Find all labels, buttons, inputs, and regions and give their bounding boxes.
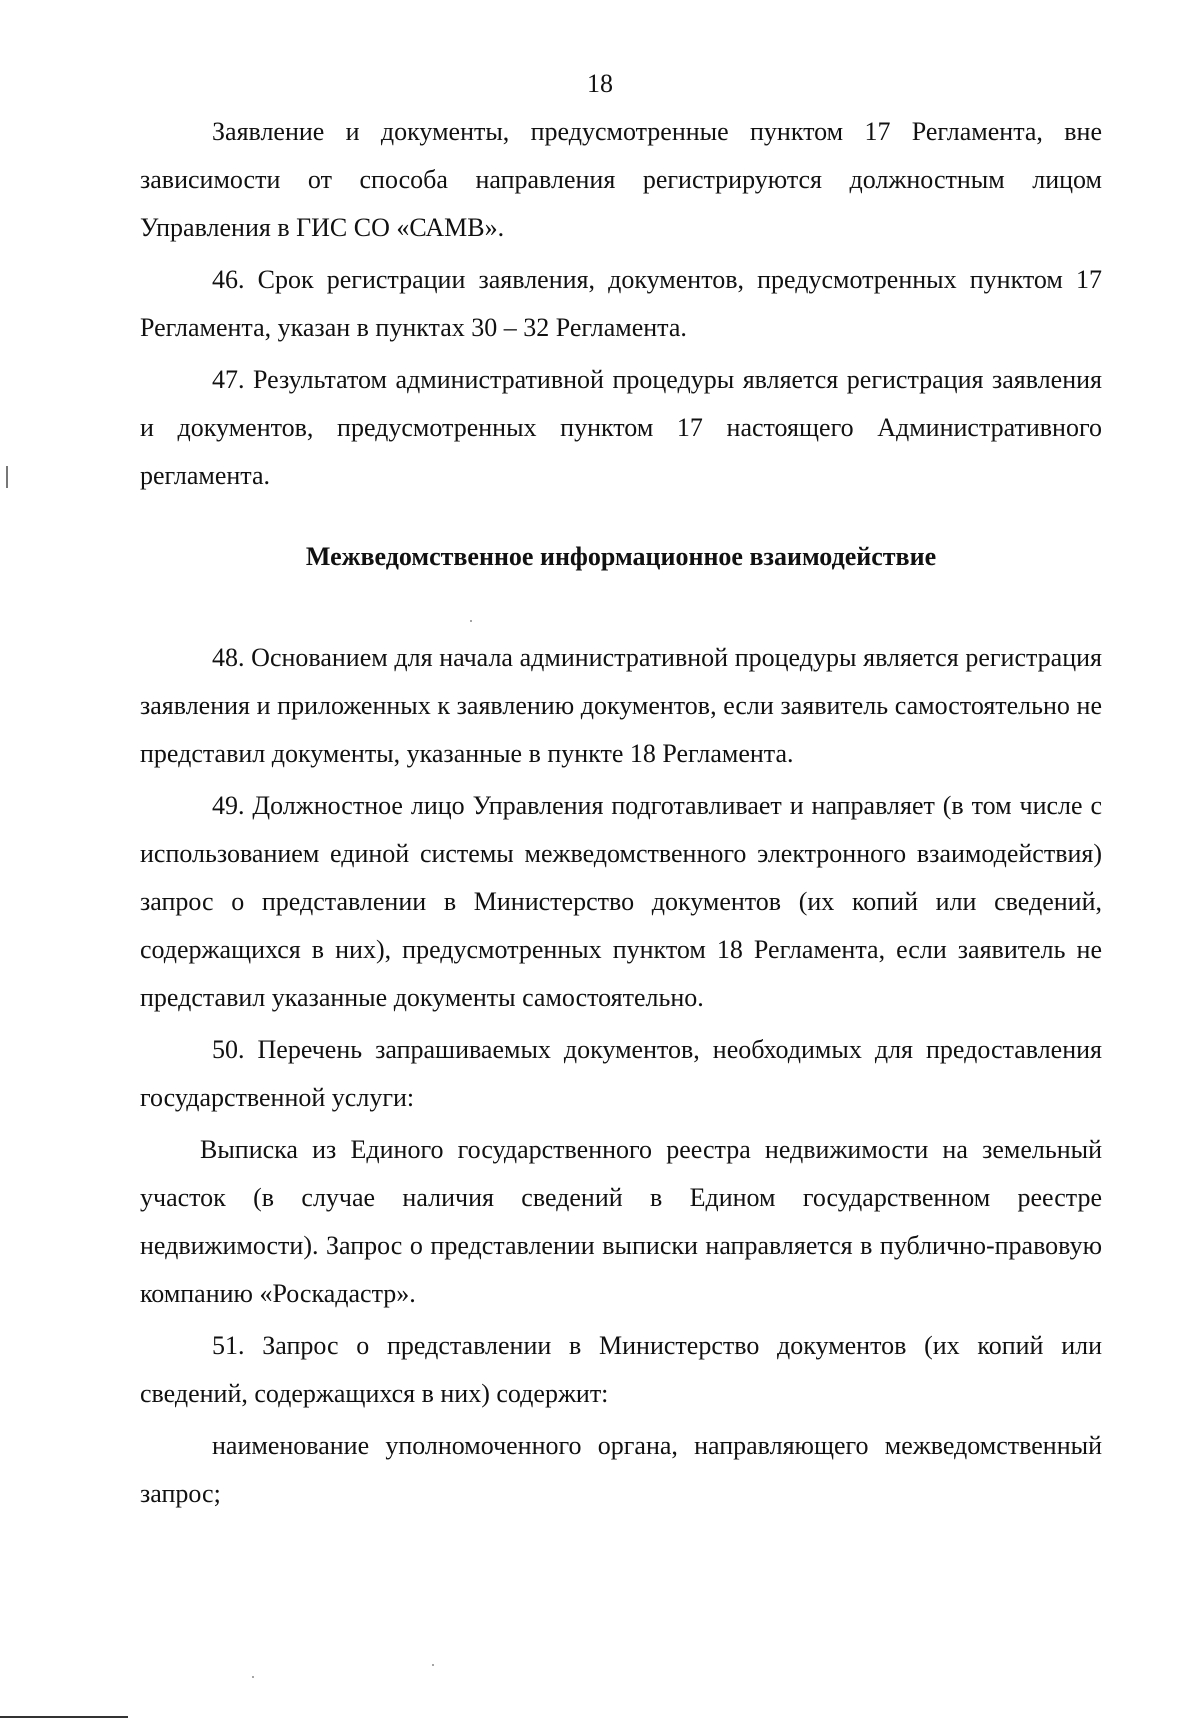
scan-margin-mark — [6, 466, 8, 488]
scan-bottom-rule — [0, 1716, 128, 1718]
section-heading: Межведомственное информационное взаимодействие — [305, 542, 937, 571]
paragraph-49: 49. Должностное лицо Управления подготавливает и направляет (в том числе с использованием единой системы межведомственного электронного взаимодействия) запрос о представлении в Министерство документов (их копий или сведений, содержащихся в них), предусмотренных пунктом 18 Регламента, если заявитель не представил указанные документы самостоятельно. — [140, 791, 1102, 1012]
paragraph-47: 47. Результатом административной процедуры является регистрация заявления и документов, предусмотренных пунктом 17 настоящего Административного регламента. — [140, 365, 1102, 490]
paragraph-50: 50. Перечень запрашиваемых документов, необходимых для предоставления государственной услуги: — [140, 1035, 1102, 1112]
scan-speck — [470, 620, 472, 622]
paragraph-51: 51. Запрос о представлении в Министерство документов (их копий или сведений, содержащихся в них) содержит: — [140, 1331, 1102, 1408]
paragraph-authority-name: наименование уполномоченного органа, направляющего межведомственный запрос; — [140, 1431, 1102, 1508]
paragraph-48: 48. Основанием для начала административной процедуры является регистрация заявления и приложенных к заявлению документов, если заявитель самостоятельно не представил документы, указанные в пункте 18 Регламента. — [140, 643, 1102, 768]
paragraph-46: 46. Срок регистрации заявления, документов, предусмотренных пунктом 17 Регламента, указан в пунктах 30 – 32 Регламента. — [140, 265, 1102, 342]
paragraph-registration: Заявление и документы, предусмотренные пунктом 17 Регламента, вне зависимости от способа направления регистрируются должностным лицом Управления в ГИС СО «САМВ». — [140, 117, 1102, 242]
scan-speck — [252, 1676, 254, 1678]
text-block-top — [140, 108, 1102, 504]
page-number: 18 — [587, 69, 613, 98]
scan-speck — [432, 1664, 434, 1666]
text-block-bottom — [140, 634, 1102, 1522]
paragraph-extract: Выписка из Единого государственного реестра недвижимости на земельный участок (в случае наличия сведений в Едином государственном реестре недвижимости). Запрос о представлении выписки направляется в публично-правовую компанию «Роскадастр». — [140, 1135, 1102, 1308]
